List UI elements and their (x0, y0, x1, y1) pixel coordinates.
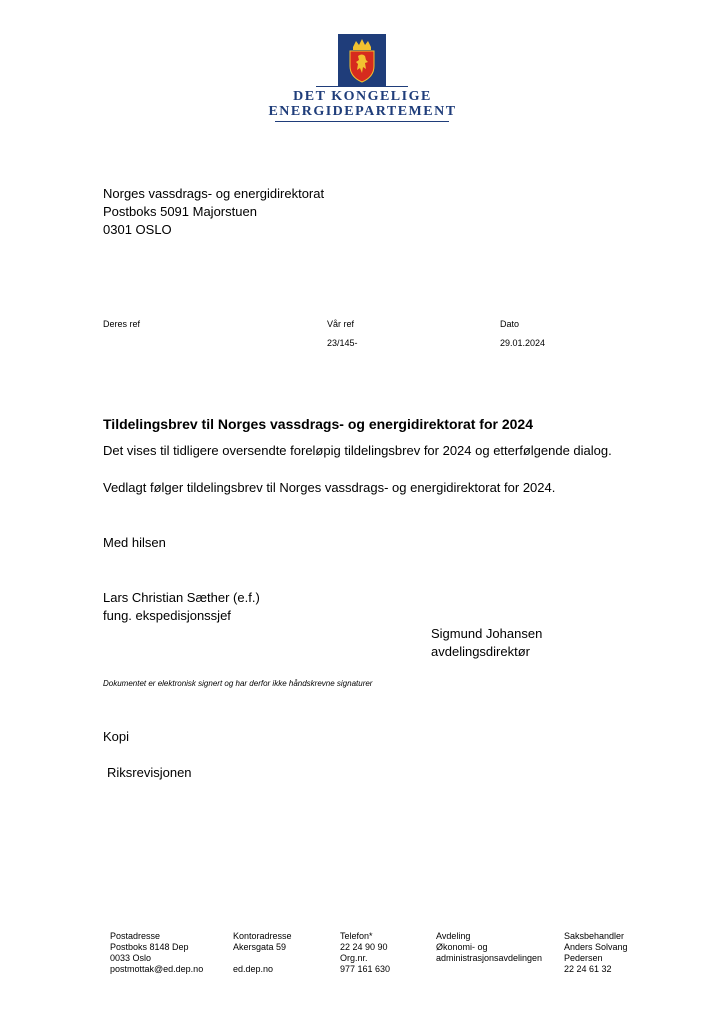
recipient-line: Postboks 5091 Majorstuen (103, 204, 257, 219)
footer-saksbehandler (564, 931, 628, 975)
footer-cell: Akersgata 59 (233, 942, 287, 952)
letter-title: Tildelingsbrev til Norges vassdrags- og energidirektorat for 2024 (103, 416, 533, 432)
dato-label: Dato (500, 319, 520, 329)
var-ref-label: Vår ref (327, 319, 355, 329)
recipient-address (103, 185, 324, 239)
coat-of-arms-logo (338, 34, 386, 86)
paragraph-1: Det vises til tidligere oversendte foreløpig tildelingsbrev for 2024 og etterfølgende dialog. (103, 443, 612, 458)
signer2-name: Sigmund Johansen (431, 626, 543, 641)
signer1-title: fung. ekspedisjonssjef (103, 608, 231, 623)
logo-rule-top (316, 86, 408, 87)
var-ref-value: 23/145- (327, 338, 358, 348)
copy-recipient: Riksrevisjonen (107, 765, 192, 780)
footer-cell: Kontoradresse (233, 931, 292, 941)
footer-cell: 22 24 61 32 (564, 964, 612, 974)
department-name-line2: ENERGIDEPARTEMENT (268, 104, 457, 119)
footer-cell: Telefon* (340, 931, 373, 941)
footer-cell: postmottak@ed.dep.no (110, 964, 204, 974)
footer-cell: Postadresse (110, 931, 161, 941)
paragraph-2: Vedlagt følger tildelingsbrev til Norges vassdrags- og energidirektorat for 2024. (103, 480, 556, 495)
footer-cell: 977 161 630 (340, 964, 391, 974)
footer-cell: Anders Solvang (564, 942, 628, 952)
dato-value: 29.01.2024 (500, 338, 546, 348)
footer-postadresse (110, 931, 203, 975)
logo-rule-bottom (275, 121, 449, 122)
footer-telefon (340, 931, 390, 975)
footer-cell: 0033 Oslo (110, 953, 152, 963)
signer2-title: avdelingsdirektør (431, 644, 530, 659)
footer-cell: ed.dep.no (233, 964, 274, 974)
footer-cell: Avdeling (436, 931, 471, 941)
signature-note: Dokumentet er elektronisk signert og har derfor ikke håndskrevne signaturer (103, 679, 373, 688)
department-name-line1: DET KONGELIGE (293, 89, 432, 104)
closing: Med hilsen (103, 535, 166, 550)
copy-label: Kopi (103, 729, 130, 744)
footer-cell: Postboks 8148 Dep (110, 942, 189, 952)
footer-cell: 22 24 90 90 (340, 942, 388, 952)
footer-cell: Økonomi- og (436, 942, 488, 952)
footer-cell: Org.nr. (340, 953, 368, 963)
footer-cell: administrasjonsavdelingen (436, 953, 543, 963)
recipient-line: 0301 OSLO (103, 222, 172, 237)
footer-cell (233, 953, 292, 964)
footer-avdeling (436, 931, 542, 964)
footer-cell: Pedersen (564, 953, 603, 963)
signer1-name: Lars Christian Sæther (e.f.) (103, 590, 260, 605)
deres-ref-label: Deres ref (103, 319, 141, 329)
footer-kontoradresse (233, 931, 292, 975)
recipient-line: Norges vassdrags- og energidirektorat (103, 186, 325, 201)
footer-cell: Saksbehandler (564, 931, 625, 941)
